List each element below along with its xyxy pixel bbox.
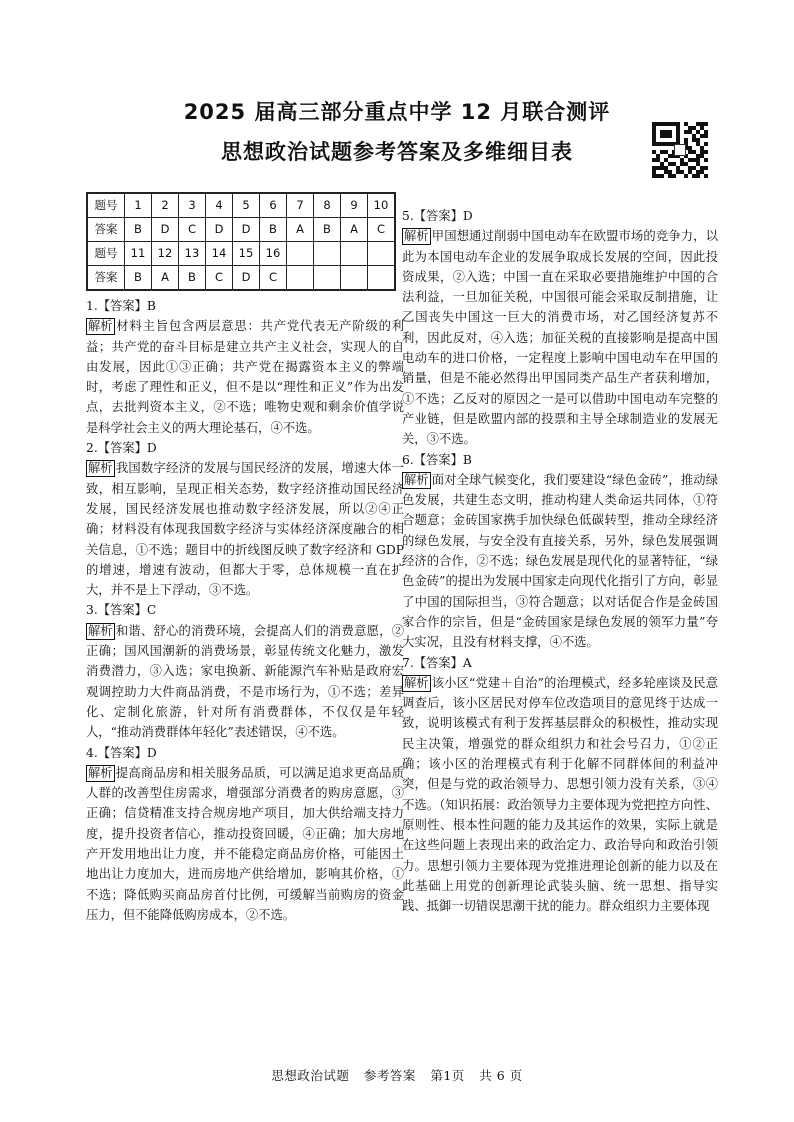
answer-table-row bbox=[87, 242, 395, 266]
explanation-text: 材料主旨包含两层意思：共产党代表无产阶级的利益；共产党的奋斗目标是建立共产主义社会，实现人的自由发展，因此①③正确；共产党在揭露资本主义的弊端时，考虑了理性和正义，但不是以“理性和正义”作为出发点，去批判资本主义，②不选；唯物史观和剩余价值学说是科学社会主义的两大理论基石，④不选。 bbox=[86, 319, 404, 435]
answer-table-cell: 13 bbox=[179, 242, 206, 266]
answer-table-cell: 7 bbox=[287, 193, 314, 218]
explanation-text: 和谐、舒心的消费环境，会提高人们的消费意愿，②正确；国风国潮新的消费场景，彰显传统文化魅力，激发消费潜力，③入选；家电换新、新能源汽车补贴是政府宏观调控助力大件商品消费，不是市场行为，①不选；差异化、定制化旅游，针对所有消费群体，不仅仅是年轻人，“推动消费群体年轻化”表述错误，④不选。 bbox=[86, 623, 404, 740]
answer-heading: 7.【答案】A bbox=[402, 655, 472, 670]
answer-table-cell bbox=[341, 266, 368, 291]
answer-table-row bbox=[87, 266, 395, 291]
explanation-paragraph bbox=[402, 470, 718, 653]
explanation-tag: 解析 bbox=[88, 765, 113, 780]
answer-table-cell: B bbox=[314, 218, 341, 242]
explanation-tag: 解析 bbox=[88, 623, 113, 638]
left-column bbox=[86, 192, 404, 925]
explanation-tag: 解析 bbox=[88, 461, 113, 476]
answer-table-cell: 11 bbox=[125, 242, 152, 266]
answer-table-cell: 10 bbox=[368, 193, 396, 218]
answer-table-cell: A bbox=[152, 266, 179, 291]
answer-table-cell bbox=[368, 242, 396, 266]
answer-table-cell: 5 bbox=[233, 193, 260, 218]
explanation-paragraph bbox=[86, 621, 404, 743]
answer-table-header-cell: 题号 bbox=[87, 193, 125, 218]
explanation-tag: 解析 bbox=[404, 472, 429, 487]
explanation-text: 甲国想通过削弱中国电动车在欧盟市场的竞争力，以此为本国电动车企业的发展争取成长发展的空间，因此投资成果，②入选；中国一直在采取必要措施维护中国的合法利益，一旦加征关税，中国很可能会采取反制措施，让乙国丧失中国这一巨大的消费市场，对乙国经济复苏不利，因此反对，④入选；加征关税的直接影响是提高中国电动车的进口价格，一定程度上影响中国电动车在甲国的销量，但是不能必然得出甲国同类产品生产者获利增加，①不选；乙反对的原因之一是可以借助中国电动车完整的产业链，但是欧盟内部的投票和主导全球制造业的发展无关，③不选。 bbox=[402, 229, 718, 447]
answer-table-cell: 12 bbox=[152, 242, 179, 266]
answer-table-cell: C bbox=[206, 266, 233, 291]
answer-table-cell: 15 bbox=[233, 242, 260, 266]
answer-table-cell: D bbox=[233, 266, 260, 291]
explanation-tag: 解析 bbox=[404, 675, 429, 690]
answer-table-cell: B bbox=[179, 266, 206, 291]
answer-table-cell: 16 bbox=[260, 242, 287, 266]
footer-doc: 参考答案 bbox=[363, 1068, 416, 1083]
page-footer bbox=[0, 1066, 794, 1084]
answer-table-cell: A bbox=[341, 218, 368, 242]
title-line-2: 思想政治试题参考答案及多维细目表 bbox=[221, 140, 573, 164]
explanation-text: 该小区“党建＋自治”的治理模式，经多轮座谈及民意调查后，该小区居民对停车位改造项目的意见终于达成一致，说明该模式有利于发挥基层群众的积极性，推动实现民主决策，增强党的群众组织力和社会号召力，①②正确；该小区的治理模式有利于化解不同群体间的利益冲突，但是与党的政治领导力、思想引领力没有关系，③④不选。（知识拓展：政治领导力主要体现为党把控方向性、原则性、根本性问题的能力及其运作的效果，实际上就是在这些问题上表现出来的政治定力、政治导向和政治引领力。思想引领力主要体现为党推进理论创新的能力以及在此基础上用党的创新理论武装头脑、统一思想、指导实践、抵御一切错误思潮干扰的能力。群众组织力主要体现 bbox=[402, 675, 718, 914]
explanation-tag: 解析 bbox=[404, 229, 429, 244]
answer-table-cell bbox=[341, 242, 368, 266]
answer-heading: 3.【答案】C bbox=[86, 603, 157, 618]
answer-table-cell: 9 bbox=[341, 193, 368, 218]
answer-table-cell: D bbox=[152, 218, 179, 242]
answer-table-cell: 14 bbox=[206, 242, 233, 266]
answer-table-row bbox=[87, 193, 395, 218]
answer-table-cell bbox=[287, 266, 314, 291]
explanation-tag: 解析 bbox=[88, 319, 113, 334]
answer-table-cell: D bbox=[233, 218, 260, 242]
answer-table-cell: 1 bbox=[125, 193, 152, 218]
answer-heading: 4.【答案】D bbox=[86, 745, 157, 760]
qr-logo-icon bbox=[674, 144, 686, 156]
explanation-paragraph bbox=[402, 673, 718, 917]
answer-table-cell: B bbox=[125, 266, 152, 291]
answer-table-header-cell: 题号 bbox=[87, 242, 125, 266]
answer-heading: 5.【答案】D bbox=[402, 209, 473, 223]
answer-table-cell: B bbox=[260, 218, 287, 242]
answer-table-cell: D bbox=[206, 218, 233, 242]
answer-heading: 1.【答案】B bbox=[86, 299, 156, 313]
answer-table-cell: 6 bbox=[260, 193, 287, 218]
answer-table-cell: 4 bbox=[206, 193, 233, 218]
footer-total: 共 6 页 bbox=[479, 1068, 523, 1083]
answer-heading: 6.【答案】B bbox=[402, 452, 472, 467]
answer-table-cell: 2 bbox=[152, 193, 179, 218]
answer-table-cell: A bbox=[287, 218, 314, 242]
footer-subject: 思想政治试题 bbox=[271, 1068, 350, 1083]
answer-table-cell: 8 bbox=[314, 193, 341, 218]
answer-heading: 2.【答案】D bbox=[86, 441, 157, 456]
answer-table-cell bbox=[314, 242, 341, 266]
answer-table bbox=[86, 192, 396, 291]
explanation-text: 我国数字经济的发展与国民经济的发展，增速大体一致，相互影响，呈现正相关态势，数字经济推动国民经济发展，国民经济发展也推动数字经济发展，所以②④正确；材料没有体现我国数字经济与实体经济深度融合的相关信息，①不选；题目中的折线图反映了数字经济和 GDP 的增速，增速有波动，但都大于零，总体规模一直在扩大，并不是上下浮动，③不选。 bbox=[86, 461, 404, 598]
answer-table-cell bbox=[368, 266, 396, 291]
answer-table-header-cell: 答案 bbox=[87, 266, 125, 291]
answer-table-header-cell: 答案 bbox=[87, 218, 125, 242]
answer-table-cell: C bbox=[179, 218, 206, 242]
answer-table-cell bbox=[287, 242, 314, 266]
explanation-paragraph bbox=[86, 316, 404, 438]
footer-page: 第1页 bbox=[430, 1068, 465, 1083]
answer-table-cell: C bbox=[260, 266, 287, 291]
answer-table-row bbox=[87, 218, 395, 242]
explanation-text: 提高商品房和相关服务品质，可以满足追求更高品质人群的改善型住房需求，增强部分消费者的购房意愿，③正确；信贷精准支持合规房地产项目，加大供给端支持力度，提升投资者信心，推动投资回暖，④正确；加大房地产开发用地出让力度，并不能稳定商品房价格，可能因土地出让力度加大，进而房地产供给增加，影响其价格，①不选；降低购买商品房首付比例，可缓解当前购房的资金压力，但不能降低购房成本，②不选。 bbox=[86, 765, 404, 922]
explanation-paragraph bbox=[86, 458, 404, 600]
right-column bbox=[402, 206, 718, 916]
explanation-paragraph bbox=[402, 226, 718, 449]
answer-table-cell: 3 bbox=[179, 193, 206, 218]
explanation-text: 面对全球气候变化，我们要建设“绿色金砖”，推动绿色发展，共建生态文明，推动构建人类命运共同体，①符合题意；金砖国家携手加快绿色低碳转型，推动全球经济的绿色发展，与安全没有直接关系，另外，绿色发展强调经济的合作，②不选；绿色发展是现代化的显著特征，“绿色金砖”的提出为发展中国家走向现代化指引了方向，彰显了中国的国际担当，③符合题意；以对话促合作是金砖国家合作的宗旨，但是“金砖国家是绿色发展的领军力量”夸大实况，且没有材料支撑，④不选。 bbox=[402, 472, 718, 650]
title-line-1: 2025 届高三部分重点中学 12 月联合测评 bbox=[183, 100, 611, 124]
answer-table-cell: C bbox=[368, 218, 396, 242]
answer-table-cell: B bbox=[125, 218, 152, 242]
explanation-paragraph bbox=[86, 763, 404, 925]
answer-table-cell bbox=[314, 266, 341, 291]
